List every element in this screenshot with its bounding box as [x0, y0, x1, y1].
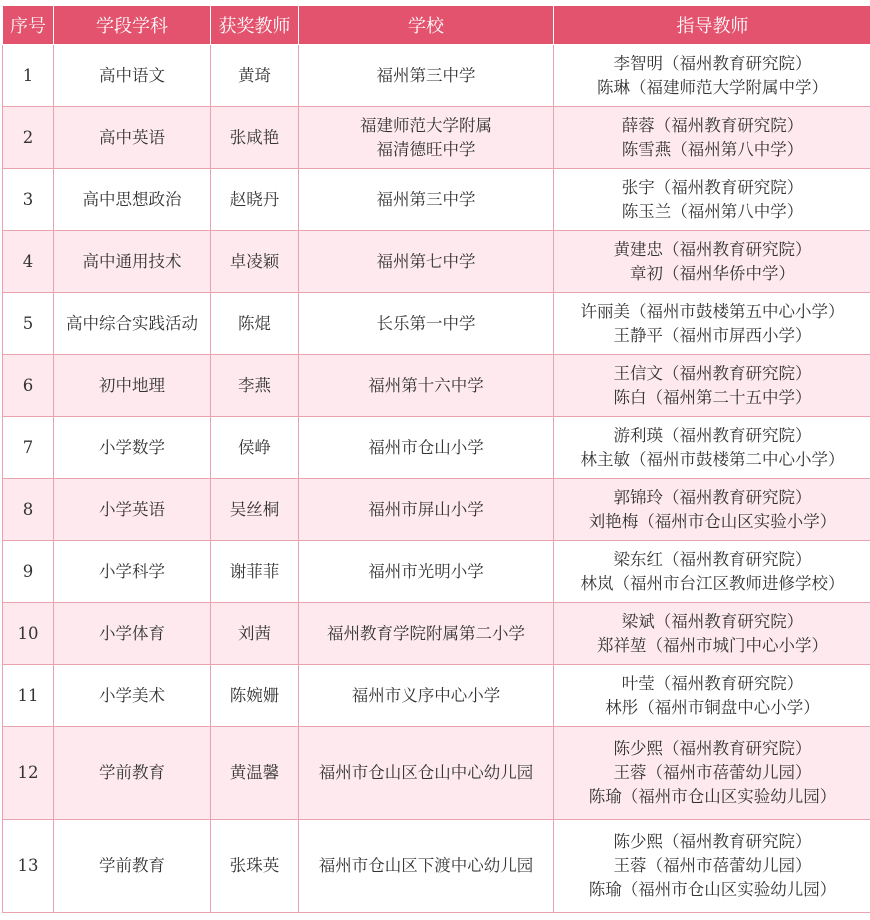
cell-guides — [554, 231, 870, 293]
table-row — [3, 231, 870, 293]
cell-no: 8 — [3, 479, 54, 541]
cell-winner: 李燕 — [211, 355, 299, 417]
cell-subject: 高中语文 — [54, 45, 211, 107]
guide-line: 陈玉兰（福州第八中学） — [621, 201, 804, 221]
guide-line: 陈琳（福建师范大学附属中学） — [597, 77, 828, 97]
cell-school — [299, 665, 554, 727]
cell-school — [299, 603, 554, 665]
cell-school — [299, 107, 554, 169]
table-row — [3, 727, 870, 820]
cell-guides — [554, 417, 870, 479]
guide-line: 王蓉（福州市蓓蕾幼儿园） — [613, 763, 812, 782]
school-line: 福州市光明小学 — [368, 561, 484, 581]
cell-subject: 小学体育 — [54, 603, 211, 665]
cell-guides — [554, 45, 870, 107]
school-line: 福州第三中学 — [376, 65, 476, 85]
header-winner: 获奖教师 — [211, 6, 299, 45]
cell-subject: 高中通用技术 — [54, 231, 211, 293]
guide-line: 陈雪燕（福州第八中学） — [621, 139, 804, 159]
cell-subject: 小学科学 — [54, 541, 211, 603]
cell-school — [299, 169, 554, 231]
guide-line: 林主敏（福州市鼓楼第二中心小学） — [580, 449, 845, 469]
cell-school — [299, 231, 554, 293]
guide-line: 刘艳梅（福州市仓山区实验小学） — [588, 511, 837, 531]
guide-line: 游利瑛（福州教育研究院） — [613, 425, 812, 445]
school-line: 福州市仓山区下渡中心幼儿园 — [318, 856, 534, 875]
table-row — [3, 603, 870, 665]
guide-line: 许丽美（福州市鼓楼第五中心小学） — [580, 301, 845, 321]
table-row — [3, 417, 870, 479]
school-line: 长乐第一中学 — [376, 313, 476, 333]
table-row — [3, 665, 870, 727]
award-table — [2, 5, 870, 913]
cell-winner: 黄琦 — [211, 45, 299, 107]
guide-line: 郭锦玲（福州教育研究院） — [613, 487, 812, 507]
school-line: 福建师范大学附属 — [360, 115, 492, 135]
table-row — [3, 479, 870, 541]
cell-subject: 小学数学 — [54, 417, 211, 479]
table-row — [3, 355, 870, 417]
school-line: 福州市仓山区仓山中心幼儿园 — [318, 763, 534, 782]
cell-guides — [554, 355, 870, 417]
cell-no: 10 — [3, 603, 54, 665]
guide-line: 王信文（福州教育研究院） — [613, 363, 812, 383]
cell-guides — [554, 293, 870, 355]
table-body — [3, 45, 870, 913]
school-line: 福州市仓山小学 — [368, 437, 484, 457]
table-row — [3, 541, 870, 603]
guide-line: 薛蓉（福州教育研究院） — [621, 115, 804, 135]
guide-line: 王静平（福州市屏西小学） — [613, 325, 812, 345]
cell-subject: 学前教育 — [54, 820, 211, 913]
school-line: 福州第三中学 — [376, 189, 476, 209]
header-no: 序号 — [3, 6, 54, 45]
guide-line: 梁东红（福州教育研究院） — [613, 549, 812, 569]
guide-line: 张宇（福州教育研究院） — [621, 177, 804, 197]
cell-school — [299, 355, 554, 417]
cell-no: 9 — [3, 541, 54, 603]
cell-school — [299, 45, 554, 107]
cell-school — [299, 417, 554, 479]
header-guides: 指导教师 — [554, 6, 870, 45]
cell-subject: 小学美术 — [54, 665, 211, 727]
cell-guides — [554, 169, 870, 231]
cell-school — [299, 727, 554, 820]
guide-line: 李智明（福州教育研究院） — [613, 53, 812, 73]
guide-line: 陈瑜（福州市仓山区实验幼儿园） — [588, 880, 837, 899]
cell-winner: 陈婉姗 — [211, 665, 299, 727]
cell-guides — [554, 479, 870, 541]
cell-no: 1 — [3, 45, 54, 107]
guide-line: 郑祥堃（福州市城门中心小学） — [597, 635, 828, 655]
table-row — [3, 820, 870, 913]
cell-winner: 黄温馨 — [211, 727, 299, 820]
cell-subject: 高中思想政治 — [54, 169, 211, 231]
cell-no: 2 — [3, 107, 54, 169]
cell-school — [299, 541, 554, 603]
cell-guides — [554, 665, 870, 727]
cell-subject: 高中英语 — [54, 107, 211, 169]
cell-guides — [554, 727, 870, 820]
guide-line: 林彤（福州市铜盘中心小学） — [605, 697, 820, 717]
cell-no: 11 — [3, 665, 54, 727]
cell-subject: 初中地理 — [54, 355, 211, 417]
cell-school — [299, 820, 554, 913]
cell-winner: 谢菲菲 — [211, 541, 299, 603]
guide-line: 王蓉（福州市蓓蕾幼儿园） — [613, 856, 812, 875]
school-line: 福清德旺中学 — [376, 139, 476, 159]
cell-guides — [554, 107, 870, 169]
header-school: 学校 — [299, 6, 554, 45]
cell-no: 5 — [3, 293, 54, 355]
table-row — [3, 169, 870, 231]
table-header-row — [3, 6, 870, 45]
table-row — [3, 45, 870, 107]
cell-no: 3 — [3, 169, 54, 231]
cell-winner: 侯峥 — [211, 417, 299, 479]
cell-winner: 张珠英 — [211, 820, 299, 913]
cell-no: 6 — [3, 355, 54, 417]
cell-guides — [554, 541, 870, 603]
guide-line: 陈白（福州第二十五中学） — [613, 387, 812, 407]
guide-line: 黄建忠（福州教育研究院） — [613, 239, 812, 259]
school-line: 福州第七中学 — [376, 251, 476, 271]
school-line: 福州教育学院附属第二小学 — [327, 623, 525, 643]
cell-winner: 赵晓丹 — [211, 169, 299, 231]
cell-winner: 吴丝桐 — [211, 479, 299, 541]
table-row — [3, 293, 870, 355]
cell-winner: 刘茜 — [211, 603, 299, 665]
header-subject: 学段学科 — [54, 6, 211, 45]
cell-school — [299, 293, 554, 355]
guide-line: 陈少熙（福州教育研究院） — [613, 739, 812, 758]
school-line: 福州市屏山小学 — [368, 499, 484, 519]
cell-guides — [554, 603, 870, 665]
cell-no: 13 — [3, 820, 54, 913]
guide-line: 陈少熙（福州教育研究院） — [613, 832, 812, 851]
cell-no: 12 — [3, 727, 54, 820]
guide-line: 叶莹（福州教育研究院） — [621, 673, 804, 693]
guide-line: 陈瑜（福州市仓山区实验幼儿园） — [588, 787, 837, 806]
cell-no: 7 — [3, 417, 54, 479]
cell-guides — [554, 820, 870, 913]
guide-line: 章初（福州华侨中学） — [630, 263, 795, 283]
cell-no: 4 — [3, 231, 54, 293]
guide-line: 梁斌（福州教育研究院） — [621, 611, 804, 631]
cell-winner: 张咸艳 — [211, 107, 299, 169]
cell-winner: 陈焜 — [211, 293, 299, 355]
table-row — [3, 107, 870, 169]
school-line: 福州市义序中心小学 — [351, 685, 501, 705]
cell-subject: 学前教育 — [54, 727, 211, 820]
award-table-container — [2, 5, 866, 913]
cell-subject: 小学英语 — [54, 479, 211, 541]
school-line: 福州第十六中学 — [368, 375, 484, 395]
cell-school — [299, 479, 554, 541]
cell-winner: 卓凌颖 — [211, 231, 299, 293]
cell-subject: 高中综合实践活动 — [54, 293, 211, 355]
guide-line: 林岚（福州市台江区教师进修学校） — [580, 573, 845, 593]
